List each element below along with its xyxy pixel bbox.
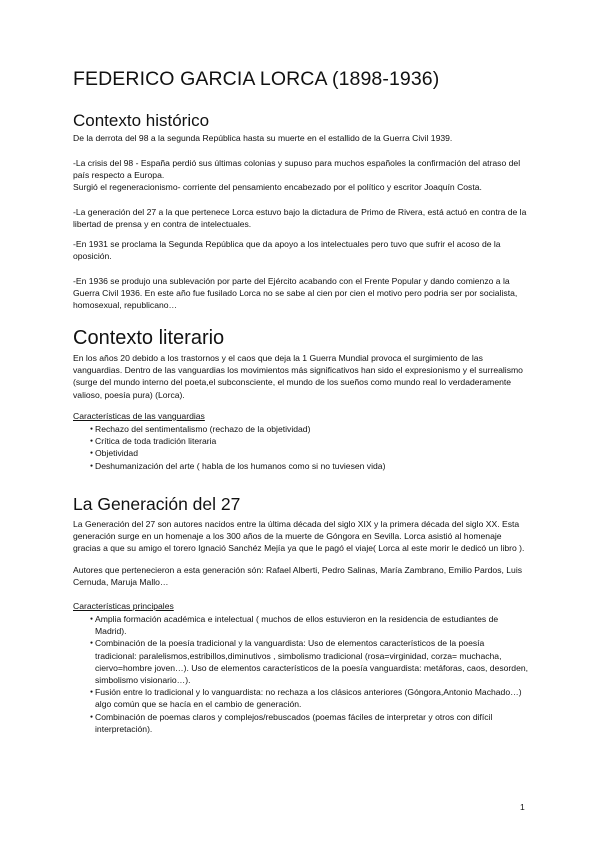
- list-item: ● Combinación de la poesía tradicional y la vanguardista: Uso de elementos característicos de la poesía tradicional: paralelismos,estribillos,diminutivos , simbolismo tradicional (rosa=virginidad, corza= muchacha, ciervo=hombre joven…). Uso de elementos característicos de la poesía vanguardista: metáforas, caos, desorden, simbolismo visionario…).: [73, 637, 528, 686]
- paragraph: Autores que pertenecieron a esta generación són: Rafael Alberti, Pedro Salinas, María Zambrano, Emilio Pardos, Luis Cernuda, Maruja Mallo…: [73, 565, 523, 588]
- paragraph: De la derrota del 98 a la segunda República hasta su muerte en el estallido de la Guerra Civil 1939.: [73, 133, 453, 143]
- subheading-caracteristicas: Características principales: [73, 601, 174, 611]
- paragraph: -La crisis del 98 - España perdió sus últimas colonias y supuso para muchos españoles la confirmación del atraso del país respecto a Europa.: [73, 158, 521, 181]
- paragraph: -En 1931 se proclama la Segunda República que da apoyo a los intelectuales pero tuvo que sufrir el acoso de la oposición.: [73, 239, 501, 262]
- paragraph: Surgió el regeneracionismo- corriente del pensamiento encabezado por el político y escritor Joaquín Costa.: [73, 182, 482, 192]
- list-item: ● Objetividad: [73, 447, 528, 459]
- heading-contexto-literario: Contexto literario: [73, 327, 225, 349]
- paragraph: -La generación del 27 a la que pertenece Lorca estuvo bajo la dictadura de Primo de Rivera, está actuó en contra de la libertad de prensa y en contra de intelectuales.: [73, 207, 527, 230]
- list-caracteristicas: [73, 613, 528, 735]
- list-item: ● Crítica de toda tradición literaria: [73, 435, 528, 447]
- document-title: FEDERICO GARCIA LORCA (1898-1936): [73, 68, 440, 90]
- list-item: ● Amplia formación académica e intelectual ( muchos de ellos estuvieron en la residencia de estudiantes de Madrid).: [73, 613, 528, 637]
- list-item: ● Fusión entre lo tradicional y lo vanguardista: no rechaza a los clásicos anteriores (Góngora,Antonio Machado…) algo común que se hacía en el cambio de generación.: [73, 686, 528, 710]
- paragraph: -En 1936 se produjo una sublevación por parte del Ejército acabando con el Frente Popular y dando comienzo a la Guerra Civil 1936. En este año fue fusilado Lorca no se sabe al cien por cien el motivo pero podria ser por socialista, homosexual, republicano…: [73, 276, 518, 311]
- heading-contexto-historico: Contexto histórico: [73, 111, 210, 130]
- list-item: ● Combinación de poemas claros y complejos/rebuscados (poemas fáciles de interpretar y otros con difícil interpretación).: [73, 711, 528, 735]
- list-vanguardias: [73, 423, 528, 472]
- list-item: ● Rechazo del sentimentalismo (rechazo de la objetividad): [73, 423, 528, 435]
- heading-generacion-27: La Generación del 27: [73, 494, 241, 514]
- paragraph: La Generación del 27 son autores nacidos entre la última década del siglo XIX y la primera década del siglo XX. Esta generación surge en un homenaje a los 300 años de la muerte de Góngora en Sevilla. Lorca asistió al homenaje gracias a que su amigo el torero Ignació Sanchéz Mejía ya que le pagó el viaje( Lorca al este morir le dedicó un libro ).: [73, 519, 525, 554]
- subheading-vanguardias: Características de las vanguardias: [73, 411, 205, 421]
- page-number: 1: [520, 802, 525, 812]
- paragraph: En los años 20 debido a los trastornos y el caos que deja la 1 Guerra Mundial provoca el surgimiento de las vanguardias. Dentro de las vanguardias los movimientos más significativos han sido el expresionismo y el surrealismo (surge del mundo interno del poeta,el subconsciente, el mundo de los sueños como mundo real lo verdaderamente valioso, poesía pura) (Lorca).: [73, 353, 523, 400]
- list-item: ● Deshumanización del arte ( habla de los humanos como si no tuviesen vida): [73, 460, 528, 472]
